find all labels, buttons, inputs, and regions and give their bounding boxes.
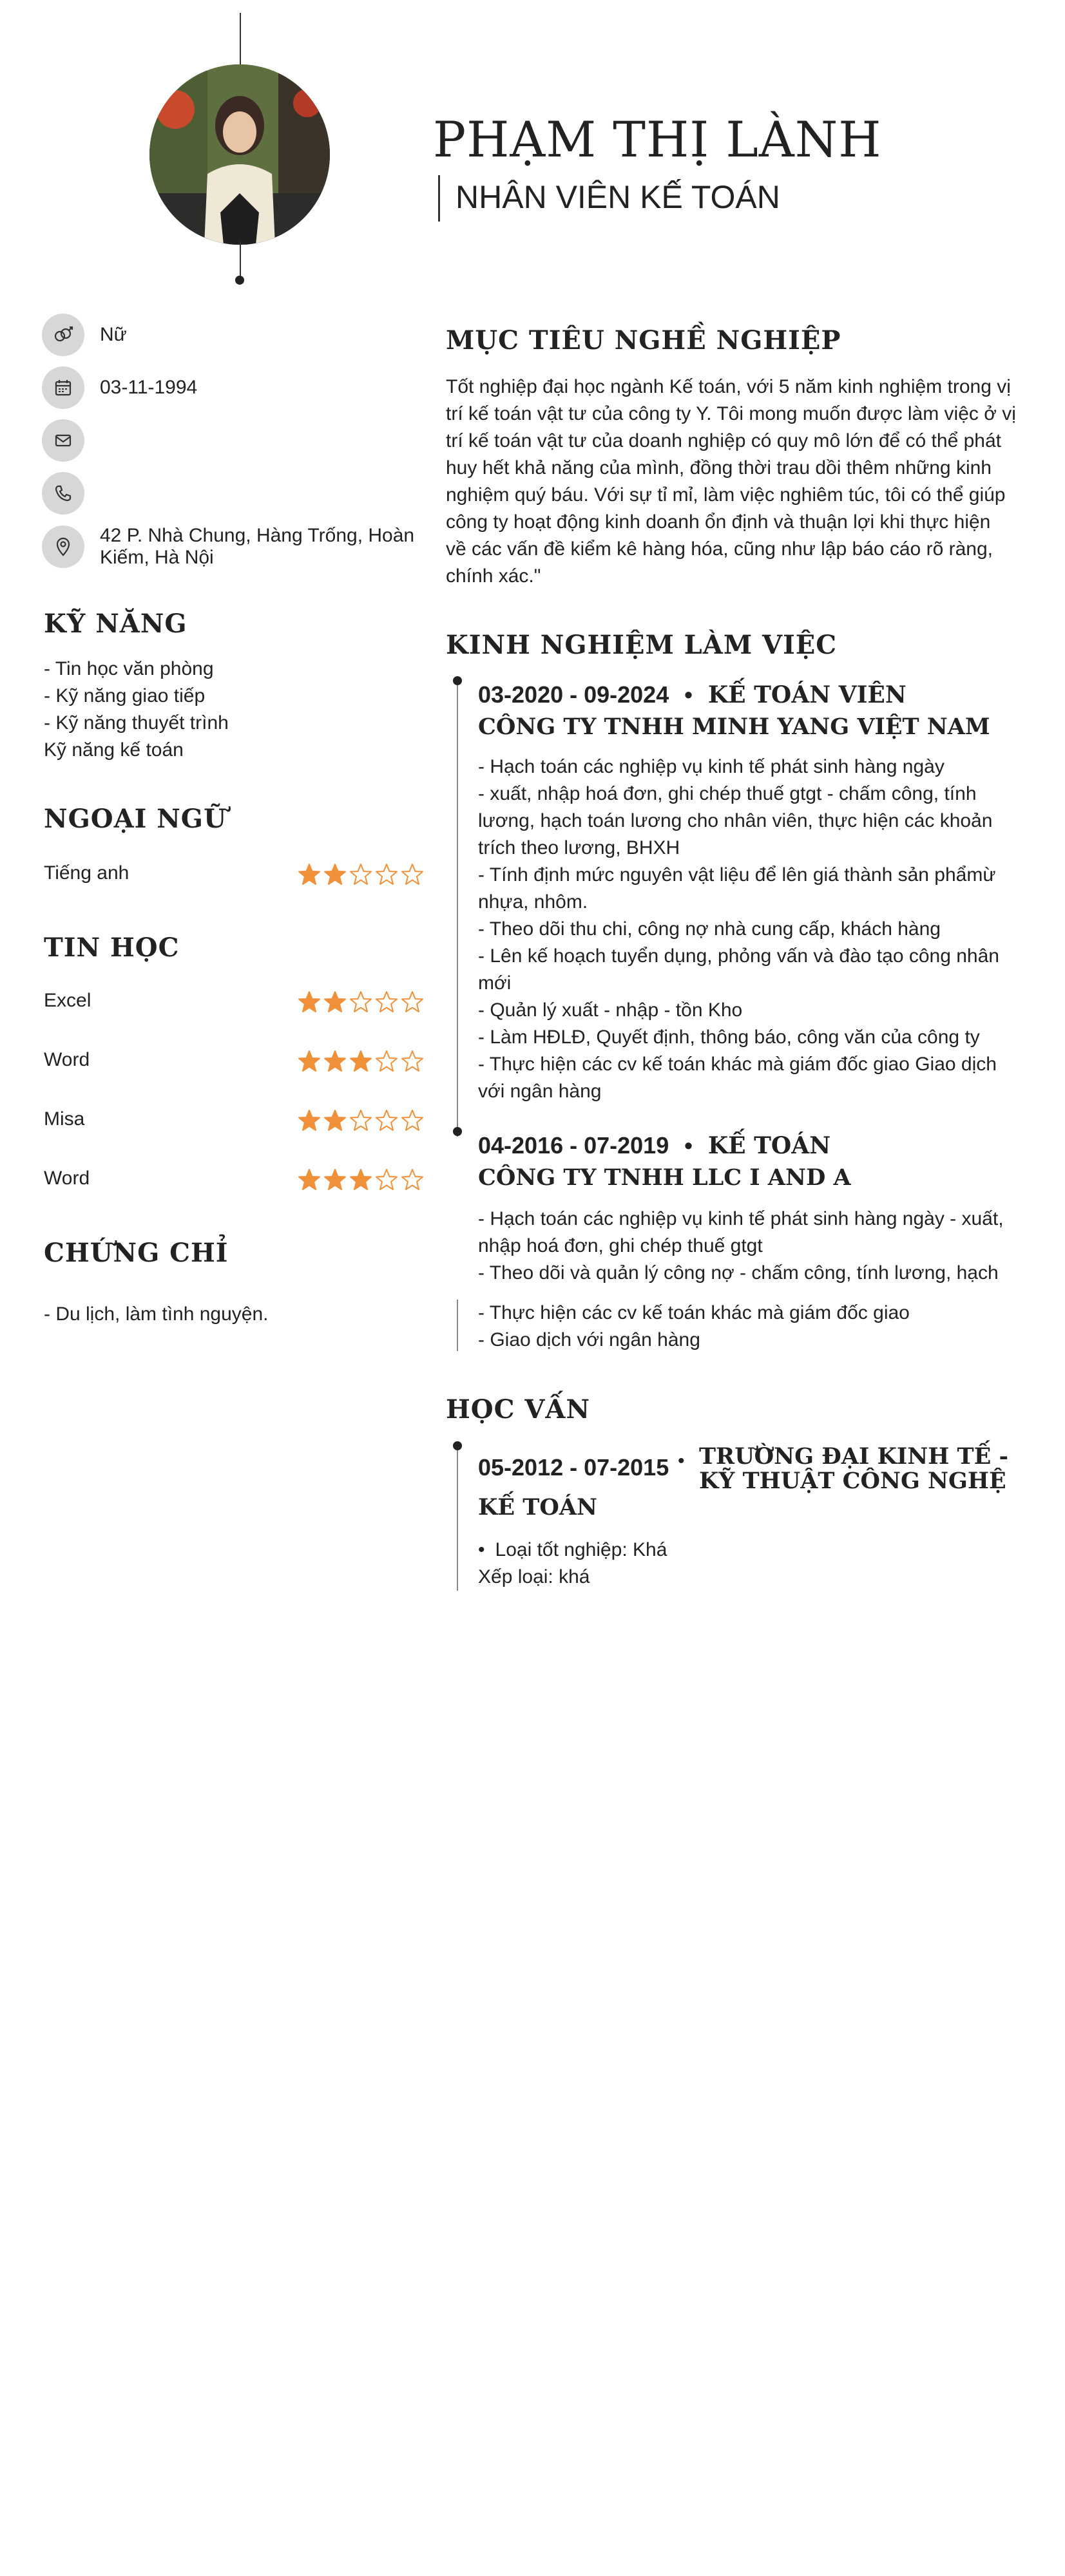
job-description xyxy=(478,1206,1019,1287)
location-icon xyxy=(42,526,84,568)
job-header: 04-2016 - 07-2019 • KẾ TOÁN xyxy=(478,1132,831,1159)
star-empty-icon xyxy=(349,1109,372,1132)
bullet-separator: • xyxy=(678,1450,685,1472)
rating-stars xyxy=(298,990,424,1014)
job-line: với ngân hàng xyxy=(478,1081,602,1102)
phone-icon xyxy=(42,472,84,515)
skill-item: - Tin học văn phòng xyxy=(44,658,214,679)
job-line: mới xyxy=(478,972,512,994)
objective-line: Tốt nghiệp đại học ngành Kế toán, với 5 năm kinh nghiệm trong vị xyxy=(446,376,1011,397)
job-line: lương, hạch toán lương cho nhân viên, thực hiện các khoản xyxy=(478,810,993,831)
education-note: Xếp loại: khá xyxy=(478,1566,590,1587)
star-empty-icon xyxy=(349,990,372,1014)
it-row xyxy=(44,1166,424,1198)
calendar-icon xyxy=(42,366,84,409)
job-line: - Hạch toán các nghiệp vụ kinh tế phát sinh hàng ngày xyxy=(478,756,945,777)
skill-item: - Kỹ năng thuyết trình xyxy=(44,712,229,734)
address-text: 42 P. Nhà Chung, Hàng Trống, Hoàn Kiếm, Hà Nội xyxy=(100,525,415,568)
rating-stars xyxy=(298,1109,424,1132)
job-role: KẾ TOÁN xyxy=(707,1132,831,1159)
timeline-line xyxy=(457,679,458,1137)
job-description xyxy=(478,1300,1019,1354)
star-filled-icon xyxy=(323,1050,347,1073)
star-filled-icon xyxy=(298,1168,321,1191)
objective-line: công ty hoạt động kinh doanh ổn định và thuận lợi khi thực hiện xyxy=(446,511,991,533)
contact-email xyxy=(42,419,100,462)
rating-stars xyxy=(298,1050,424,1073)
candidate-name: PHẠM THỊ LÀNH xyxy=(433,111,882,168)
education-major: KẾ TOÁN xyxy=(478,1494,597,1520)
star-filled-icon xyxy=(298,990,321,1014)
skill-item: - Kỹ năng giao tiếp xyxy=(44,685,206,706)
education-heading: HỌC VẤN xyxy=(446,1394,591,1425)
position-wrap xyxy=(438,175,780,222)
education-details xyxy=(478,1537,1019,1591)
experience-heading: KINH NGHIỆM LÀM VIỆC xyxy=(446,630,838,660)
skills-heading: KỸ NĂNG xyxy=(44,609,187,639)
job-line: nhập hoá đơn, ghi chép thuế gtgt xyxy=(478,1235,763,1256)
education-bullet: • Loại tốt nghiệp: Khá xyxy=(478,1539,667,1560)
it-heading: TIN HỌC xyxy=(44,933,180,963)
job-role: KẾ TOÁN VIÊN xyxy=(707,681,907,708)
job-line: - Quản lý xuất - nhập - tồn Kho xyxy=(478,999,743,1021)
job-line: - Thực hiện các cv kế toán khác mà giám đốc giao Giao dịch xyxy=(478,1054,997,1075)
timeline-dot xyxy=(453,676,462,685)
avatar-photo xyxy=(149,64,330,245)
star-filled-icon xyxy=(298,1050,321,1073)
certificate-item: - Du lịch, làm tình nguyện. xyxy=(44,1303,269,1325)
gender-text: Nữ xyxy=(100,324,127,345)
language-name: Tiếng anh xyxy=(44,862,130,884)
timeline-dot xyxy=(453,1127,462,1136)
job-period: 03-2020 - 09-2024 xyxy=(478,681,669,708)
objective-line: trí kế toán vật tư của công ty Y. Tôi mong muốn được làm việc ở vị xyxy=(446,403,1016,424)
star-filled-icon xyxy=(298,1109,321,1132)
star-empty-icon xyxy=(375,1050,398,1073)
job-line: - Theo dõi và quản lý công nợ - chấm công, tính lương, hạch xyxy=(478,1262,999,1283)
star-empty-icon xyxy=(401,863,424,886)
star-filled-icon xyxy=(349,1050,372,1073)
job-company: CÔNG TY TNHH LLC I AND A xyxy=(478,1164,851,1191)
contact-gender xyxy=(42,314,127,356)
job-line: - Hạch toán các nghiệp vụ kinh tế phát sinh hàng ngày - xuất, xyxy=(478,1208,1004,1229)
star-filled-icon xyxy=(298,863,321,886)
certificates-heading: CHỨNG CHỈ xyxy=(44,1238,229,1268)
it-row xyxy=(44,988,424,1020)
job-line: - Lên kế hoạch tuyển dụng, phỏng vấn và đào tạo công nhân xyxy=(478,945,999,967)
header-dot xyxy=(235,276,244,285)
mail-icon xyxy=(42,419,84,462)
job-line: - Tính định mức nguyên vật liệu để lên giá thành sản phẩmừ xyxy=(478,864,996,886)
objective-line: huy hết khả năng của mình, đồng thời trau dồi thêm những kinh xyxy=(446,457,992,478)
it-name: Misa xyxy=(44,1108,85,1130)
objective-line: chính xác." xyxy=(446,565,541,587)
rating-stars xyxy=(298,1168,424,1191)
timeline-line xyxy=(457,1300,458,1351)
gender-icon xyxy=(42,314,84,356)
job-header: 03-2020 - 09-2024 • KẾ TOÁN VIÊN xyxy=(478,681,907,708)
job-line: nhựa, nhôm. xyxy=(478,891,588,913)
objective-line: về các vấn đề kiểm kê hàng hóa, cũng như lập báo cáo rõ ràng, xyxy=(446,538,993,560)
job-line: - Theo dõi thu chi, công nợ nhà cung cấp, khách hàng xyxy=(478,918,941,940)
skill-item: Kỹ năng kế toán xyxy=(44,739,184,761)
it-name: Excel xyxy=(44,990,91,1011)
it-name: Word xyxy=(44,1049,90,1070)
star-empty-icon xyxy=(375,990,398,1014)
education-period: 05-2012 - 07-2015 xyxy=(478,1454,669,1481)
it-row xyxy=(44,1106,424,1139)
star-empty-icon xyxy=(375,1168,398,1191)
objective-heading: MỤC TIÊU NGHỀ NGHIỆP xyxy=(446,325,841,355)
birthday-text: 03-11-1994 xyxy=(100,377,198,398)
language-row xyxy=(44,860,424,893)
job-line: - Thực hiện các cv kế toán khác mà giám đốc giao xyxy=(478,1302,910,1323)
job-period: 04-2016 - 07-2019 xyxy=(478,1132,669,1159)
job-company: CÔNG TY TNHH MINH YANG VIỆT NAM xyxy=(478,714,990,740)
position-title: NHÂN VIÊN KẾ TOÁN xyxy=(456,179,780,215)
star-empty-icon xyxy=(349,863,372,886)
languages-heading: NGOẠI NGỮ xyxy=(44,804,227,834)
it-name: Word xyxy=(44,1168,90,1189)
star-filled-icon xyxy=(323,990,347,1014)
job-line: - xuất, nhập hoá đơn, ghi chép thuế gtgt - chấm công, tính xyxy=(478,783,977,804)
contact-birthday xyxy=(42,366,197,409)
contact-phone xyxy=(42,472,100,515)
star-filled-icon xyxy=(323,1109,347,1132)
education-school: TRƯỜNG ĐẠI KINH TẾ - KỸ THUẬT CÔNG NGHỆ xyxy=(699,1443,1008,1494)
skills-list xyxy=(44,656,229,764)
objective-line: nghiệm quý báu. Với sự tỉ mỉ, làm việc nghiêm túc, tôi có thể giúp xyxy=(446,484,1006,506)
star-filled-icon xyxy=(323,1168,347,1191)
star-empty-icon xyxy=(401,1168,424,1191)
star-empty-icon xyxy=(375,1109,398,1132)
avatar xyxy=(149,64,330,245)
job-description xyxy=(478,753,1019,1105)
timeline-dot xyxy=(453,1441,462,1450)
header-top-line xyxy=(240,13,241,68)
it-row xyxy=(44,1047,424,1079)
objective-line: trí kế toán vật tư của doanh nghiệp có quy mô lớn để có thể phát xyxy=(446,430,1001,451)
job-line: - Làm HĐLĐ, Quyết định, thông báo, công văn của công ty xyxy=(478,1027,980,1048)
job-line: trích theo lương, BHXH xyxy=(478,837,680,858)
star-empty-icon xyxy=(375,863,398,886)
star-filled-icon xyxy=(349,1168,372,1191)
star-empty-icon xyxy=(401,990,424,1014)
contact-address xyxy=(42,525,428,569)
objective-text xyxy=(446,374,1019,590)
job-line: - Giao dịch với ngân hàng xyxy=(478,1329,700,1350)
star-empty-icon xyxy=(401,1109,424,1132)
star-filled-icon xyxy=(323,863,347,886)
timeline-line xyxy=(457,1446,458,1591)
header-bottom-line xyxy=(240,242,241,280)
rating-stars xyxy=(298,863,424,886)
star-empty-icon xyxy=(401,1050,424,1073)
